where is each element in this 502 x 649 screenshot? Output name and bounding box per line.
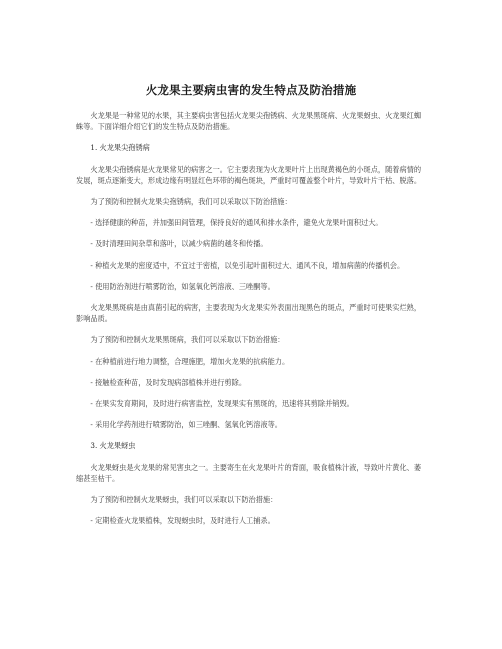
rust-measure-item: - 选择健康的种苗，并加强田间管理，保持良好的通风和排水条件，避免火龙果叶面积过大。 <box>90 218 383 228</box>
rust-measures-intro: 为了预防和控制火龙果尖孢锈病，我们可以采取以下防治措施： <box>90 197 292 207</box>
section-heading-rust: 1. 火龙果尖孢锈病 <box>90 143 150 153</box>
section-heading-aphid: 3. 火龙果蚜虫 <box>90 441 136 451</box>
black-spot-measure-item: - 接触检查种苗，及时发现病部植株并进行剪除。 <box>90 377 247 387</box>
aphid-measure-item: - 定期检查火龙果植株，发现蚜虫时，及时进行人工捕杀。 <box>90 516 275 526</box>
black-spot-measure-item: - 在果实发育期间，及时进行病害监控，发现果实有黑斑的，迅速将其剪除并销毁。 <box>90 399 354 409</box>
aphid-description-paragraph: 火龙果蚜虫是火龙果的常见害虫之一。主要寄生在火龙果叶片的背面，吸食植株汁液，导致叶片黄化、萎缩甚至枯干。 <box>76 462 422 483</box>
black-spot-measure-item: - 在种植前进行地力调整，合理施肥，增加火龙果的抗病能力。 <box>90 356 290 366</box>
intro-paragraph: 火龙果是一种常见的水果，其主要病虫害包括火龙果尖孢锈病、火龙果黑斑病、火龙果蚜虫、火龙果红蜘蛛等。下面详细介绍它们的发生特点及防治措施。 <box>76 111 422 132</box>
black-spot-measure-item: - 采用化学药剂进行喷雾防治，如三唑酮、氢氧化钙溶液等。 <box>90 420 282 430</box>
black-spot-description-paragraph: 火龙果黑斑病是由真菌引起的病害，主要表现为火龙果实外表面出现黑色的斑点，严重时可使果实烂熟，影响品质。 <box>76 303 422 324</box>
rust-measure-item: - 及时清理田间杂草和落叶，以减少病菌的越冬和传播。 <box>90 239 268 249</box>
black-spot-measures-intro: 为了预防和控制火龙果黑斑病，我们可以采取以下防治措施： <box>90 335 285 345</box>
rust-description-paragraph: 火龙果尖孢锈病是火龙果常见的病害之一。它主要表现为火龙果叶片上出现黄褐色的小斑点，随着病情的发展，斑点逐渐变大，形成边缘有明显红色环带的褐色斑块，严重时可覆盖整个叶片，导致叶片干枯、脱落。 <box>76 164 422 185</box>
rust-measure-item: - 种植火龙果的密度适中，不宜过于密植，以免引起叶面积过大、通风不良，增加病菌的传播机会。 <box>90 260 405 270</box>
aphid-measures-intro: 为了预防和控制火龙果蚜虫，我们可以采取以下防治措施： <box>90 495 278 505</box>
rust-measure-item: - 使用防治剂进行喷雾防治，如氢氧化钙溶液、三唑酮等。 <box>90 281 275 291</box>
document-title: 火龙果主要病虫害的发生特点及防治措施 <box>145 83 357 97</box>
